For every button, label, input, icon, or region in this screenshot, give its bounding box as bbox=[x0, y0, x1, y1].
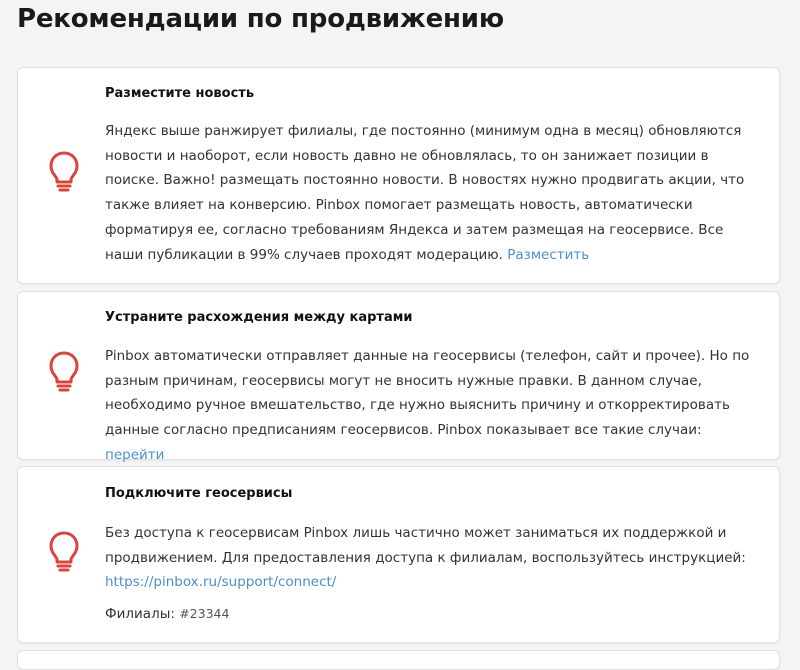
page-title: Рекомендации по продвижению bbox=[17, 4, 504, 34]
lightbulb-icon bbox=[48, 350, 80, 392]
card-description bbox=[105, 119, 755, 267]
recommendation-card-news bbox=[17, 67, 780, 284]
card-description bbox=[105, 344, 755, 468]
card-title: Разместите новость bbox=[105, 86, 255, 101]
view-discrepancies-link[interactable]: перейти bbox=[105, 446, 165, 463]
card-description bbox=[105, 521, 755, 595]
connect-instructions-link[interactable]: https://pinbox.ru/support/connect/ bbox=[105, 574, 337, 591]
lightbulb-icon bbox=[48, 530, 80, 572]
publish-news-link[interactable]: Разместить bbox=[507, 246, 590, 263]
recommendation-card-partial bbox=[17, 650, 780, 670]
card-text: Яндекс выше ранжирует филиалы, где постоянно (минимум одна в месяц) обновляются новости и наоборот, если новость давно не обновлялась, то он занижает позиции в поиске. Важно! размещать постоянно новости. В новостях нужно продвигать акции, что также влияет на конверсию. Pinbox помогает размещать новость, автоматически форматируя ее, согласно требованиям Яндекса и затем размещая на геосервисе. Все наши публикации в 99% случаев проходят модерацию. bbox=[105, 123, 745, 263]
card-title: Устраните расхождения между картами bbox=[105, 310, 413, 325]
card-text: Без доступа к геосервисам Pinbox лишь частично может заниматься их поддержкой и продвижением. Для предоставления доступа к филиалам, воспользуйтесь инструкцией: bbox=[105, 525, 746, 566]
branches-row bbox=[105, 606, 229, 622]
card-text: Pinbox автоматически отправляет данные на геосервисы (телефон, сайт и прочее). Но по разным причинам, геосервисы могут не вносить нужные правки. В данном случае, необходимо ручное вмешательство, где нужно выяснить причину и откорректировать данные согласно предписаниям геосервисов. Pinbox показывает все такие случаи: bbox=[105, 348, 750, 439]
branch-id: #23344 bbox=[179, 606, 230, 621]
branches-label: Филиалы: bbox=[105, 606, 175, 622]
lightbulb-icon bbox=[48, 150, 80, 192]
card-title: Подключите геосервисы bbox=[105, 486, 293, 501]
recommendation-card-discrepancies bbox=[17, 291, 780, 463]
recommendation-card-geoservices bbox=[17, 466, 780, 643]
